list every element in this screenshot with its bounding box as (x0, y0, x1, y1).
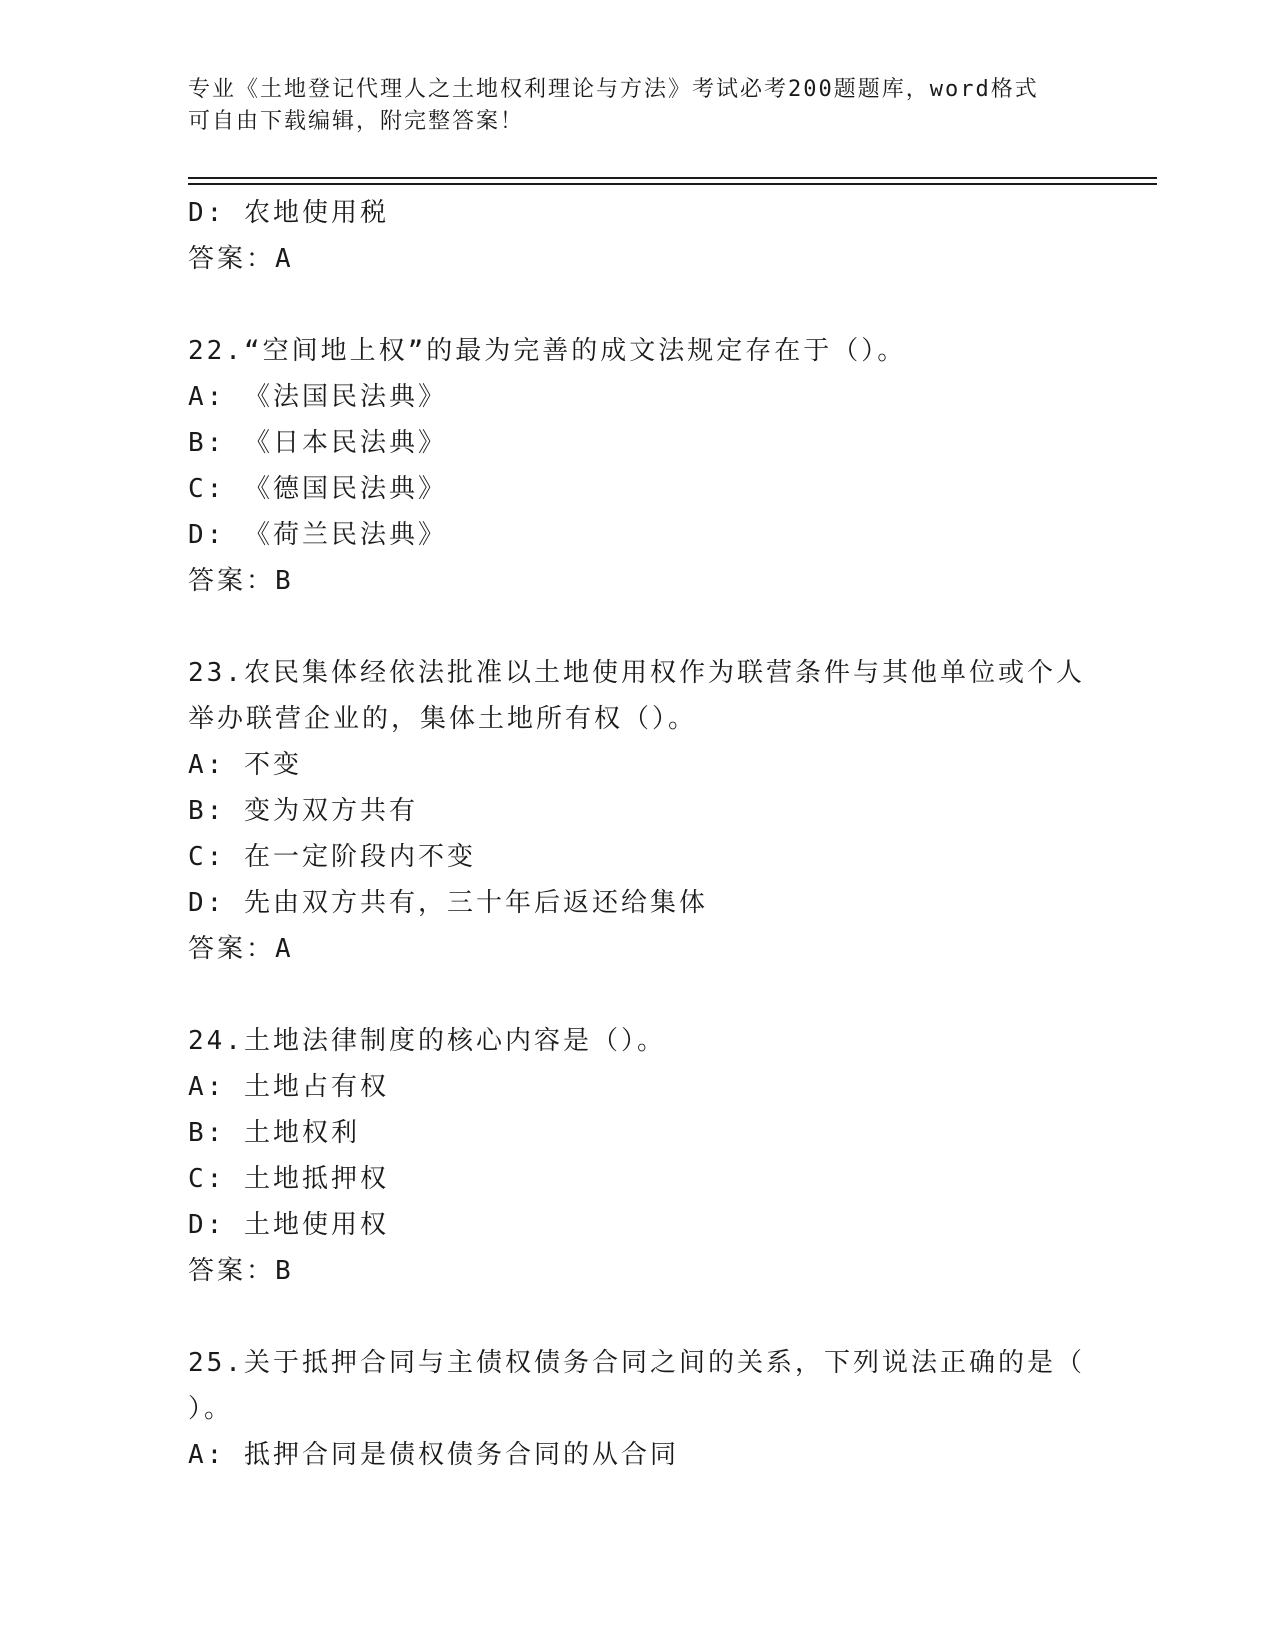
option-b: B: 《日本民法典》 (188, 428, 447, 458)
question-23 (188, 650, 1088, 972)
option-b: B: 变为双方共有 (188, 796, 418, 826)
option-a: A: 抵押合同是债权债务合同的从合同 (188, 1440, 679, 1470)
answer-line: 答案：A (188, 934, 294, 964)
spacer (188, 972, 1088, 1018)
document-header (188, 74, 1088, 138)
spacer (188, 282, 1088, 328)
option-c: C: 土地抵押权 (188, 1164, 389, 1194)
option-d: D: 农地使用税 (188, 198, 389, 228)
question-22 (188, 328, 1088, 604)
header-rule-top (188, 177, 1157, 179)
option-d: D: 先由双方共有，三十年后返还给集体 (188, 888, 708, 918)
option-b: B: 土地权利 (188, 1118, 360, 1148)
answer-line: 答案：A (188, 244, 294, 274)
previous-question-fragment (188, 190, 1088, 282)
question-stem-line-2: 举办联营企业的，集体土地所有权（）。 (188, 704, 698, 734)
option-a: A: 《法国民法典》 (188, 382, 447, 412)
option-c: C: 《德国民法典》 (188, 474, 447, 504)
question-stem-line-1: 23.农民集体经依法批准以土地使用权作为联营条件与其他单位或个人 (188, 658, 1085, 688)
question-25 (188, 1340, 1088, 1478)
question-stem-line-2: ）。 (188, 1394, 234, 1424)
option-a: A: 不变 (188, 750, 302, 780)
question-stem: 24.土地法律制度的核心内容是（）。 (188, 1026, 666, 1056)
option-d: D: 《荷兰民法典》 (188, 520, 447, 550)
option-a: A: 土地占有权 (188, 1072, 389, 1102)
header-rule-bottom (188, 183, 1157, 185)
spacer (188, 1294, 1088, 1340)
spacer (188, 604, 1088, 650)
option-d: D: 土地使用权 (188, 1210, 389, 1240)
question-24 (188, 1018, 1088, 1294)
header-line-1: 专业《土地登记代理人之土地权利理论与方法》考试必考200题题库，word格式 (188, 77, 1039, 102)
document-body (188, 190, 1088, 1478)
question-stem-line-1: 25.关于抵押合同与主债权债务合同之间的关系，下列说法正确的是（ (188, 1348, 1085, 1378)
answer-line: 答案：B (188, 1256, 294, 1286)
option-c: C: 在一定阶段内不变 (188, 842, 476, 872)
answer-line: 答案：B (188, 566, 294, 596)
question-stem: 22.“空间地上权”的最为完善的成文法规定存在于（）。 (188, 336, 907, 366)
header-line-2: 可自由下载编辑，附完整答案！ (188, 109, 525, 134)
